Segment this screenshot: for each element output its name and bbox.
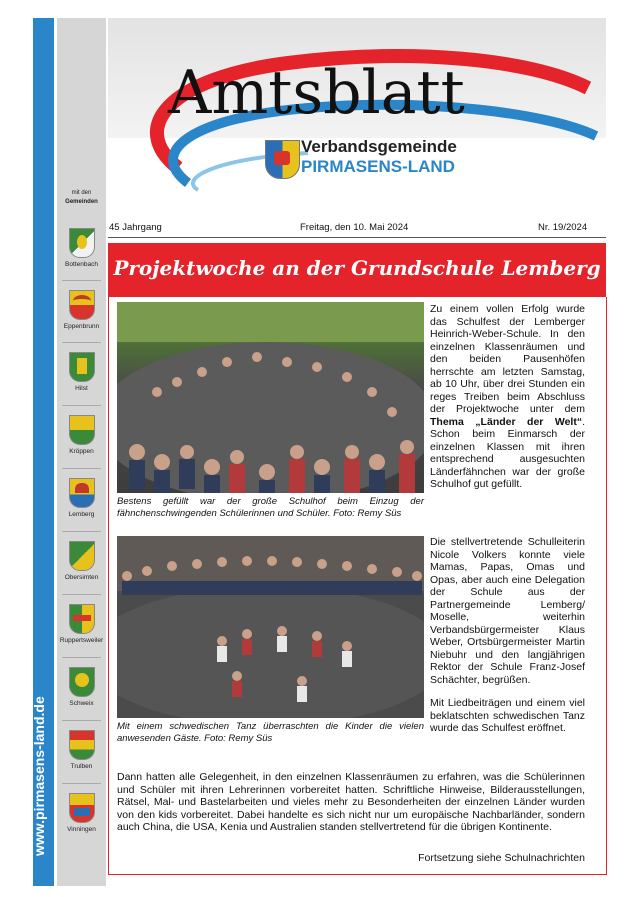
municipality-name: Eppenbrunn (63, 323, 100, 330)
bottenbach-crest-icon (69, 228, 95, 258)
municipality-schweix (57, 667, 106, 707)
municipality-name: Ruppertsweiler (59, 637, 104, 644)
municipality-name: Obersimten (64, 574, 99, 581)
municipality-lemberg (57, 478, 106, 518)
divider (62, 280, 101, 281)
divider (62, 783, 101, 784)
photo1-caption: Bestens gefüllt war der große Schulhof beim Einzug der fähnchenschwingenden Schülerinnen und Schüler. Foto: Remy Süs (117, 496, 424, 519)
municipality-name: Trulben (70, 763, 93, 770)
article-paragraph-2: Die stellvertretende Schulleiterin Nicole Volkers konnte viele Mamas, Papas, Omas und Opas, aber auch eine Delegation der Schule aus der Partnergemeinde Lemberg/ Moselle, weiterhin Verbandsbürgermeister Klaus Weber, Ortsbürgermeister Martin Niebuhr und den langjährigen Rektor der Schule Franz-Josef Schächter, begrüßen. (430, 536, 585, 686)
obersimten-crest-icon (69, 541, 95, 571)
municipality-hilst (57, 352, 106, 392)
issue-jahrgang: 45 Jahrgang (109, 222, 162, 233)
continuation-note: Fortsetzung siehe Schulnachrichten (418, 852, 585, 864)
municipality-name: Schweix (69, 700, 94, 707)
municipality-eppenbrunn (57, 290, 106, 330)
divider (62, 342, 101, 343)
photo-schwedischer-tanz (117, 536, 424, 718)
issue-number: Nr. 19/2024 (538, 222, 588, 233)
municipality-kroeppen (57, 415, 106, 455)
hilst-crest-icon (69, 352, 95, 382)
masthead-name: PIRMASENS-LAND (301, 157, 455, 176)
municipality-trulben (57, 730, 106, 770)
theme-bold: Thema „Länder der Welt“ (430, 415, 583, 428)
crowd-illustration (117, 302, 424, 493)
municipality-name: Lemberg (68, 511, 95, 518)
sidebar-caption (57, 189, 106, 207)
municipality-vinningen (57, 793, 106, 833)
trulben-crest-icon (69, 730, 95, 760)
divider (62, 468, 101, 469)
article-paragraph-1: Zu einem vollen Erfolg wurde das Schulfest der Lemberger Heinrich-Weber-Schule. In den einzelnen Klassenräumen und den beiden Pausenhöfen herrschte am letzten Samstag, ab 10 Uhr, über drei Stunden ein reges Treiben beim Abschluss der Projektwoche unter dem Thema „Länder der Welt“. Schon beim Einmarsch der einzelnen Klassen mit ihren entsprechend ausgesuchten Länderfähnchen war der große Schulhof gut gefüllt. (430, 303, 585, 490)
photo-schulhof-einzug (117, 302, 424, 493)
divider (62, 594, 101, 595)
dance-illustration (117, 536, 424, 718)
header-divider (108, 237, 606, 238)
mit-text: mit den (71, 190, 92, 196)
kroeppen-crest-icon (69, 415, 95, 445)
lemberg-crest-icon (69, 478, 95, 508)
divider (62, 405, 101, 406)
schweix-crest-icon (69, 667, 95, 697)
masthead-title: Amtsblatt (168, 58, 465, 128)
municipality-name: Vinningen (67, 826, 96, 833)
article-paragraph-3: Mit Liedbeiträgen und einem viel beklatschten schwedischen Tanz wurde das Schulfest eröffnet. (430, 697, 585, 734)
municipality-ruppertsweiler (57, 604, 106, 644)
verbandsgemeinde-crest-icon (265, 140, 300, 179)
headline-banner (108, 243, 606, 297)
ruppertsweiler-crest-icon (69, 604, 95, 634)
divider (62, 531, 101, 532)
article-headline: Projektwoche an der Grundschule Lemberg (113, 256, 601, 280)
divider (62, 720, 101, 721)
photo2-caption: Mit einem schwedischen Tanz überraschten die Kinder die vielen anwesenden Gäste. Foto: Remy Süs (117, 721, 424, 744)
municipality-obersimten (57, 541, 106, 581)
masthead-subtitle: Verbandsgemeinde (301, 137, 457, 156)
divider (62, 657, 101, 658)
website-url[interactable]: www.pirmasens-land.de (31, 696, 47, 856)
eppenbrunn-crest-icon (69, 290, 95, 320)
municipality-name: Hilst (75, 385, 88, 392)
municipality-bottenbach (57, 228, 106, 268)
municipality-name: Bottenbach (65, 261, 98, 268)
vinningen-crest-icon (69, 793, 95, 823)
masthead (108, 18, 606, 213)
issue-date: Freitag, den 10. Mai 2024 (300, 222, 409, 233)
article-paragraph-4: Dann hatten alle Gelegenheit, in den einzelnen Klassenräumen zu erfahren, was die Schülerinnen und Schüler mit ihren Lehrerinnen vorbereitet hatten. Schriftliche Hinweise, Bilderausstellungen, Rätsel, Mal- und Bastelarbeiten und vieles mehr zu Besonderheiten der einzelnen Länder wurden von den kids vorbereitet. Dabei handelte es sich nicht nur um europäische Nachbarländer, sondern auch China, die USA, Kenia und Australien standen stellvertretend für die übrigen Kontinente. (117, 771, 585, 833)
municipality-name: Kröppen (69, 448, 94, 455)
gemeinden-text: Gemeinden (65, 199, 98, 205)
